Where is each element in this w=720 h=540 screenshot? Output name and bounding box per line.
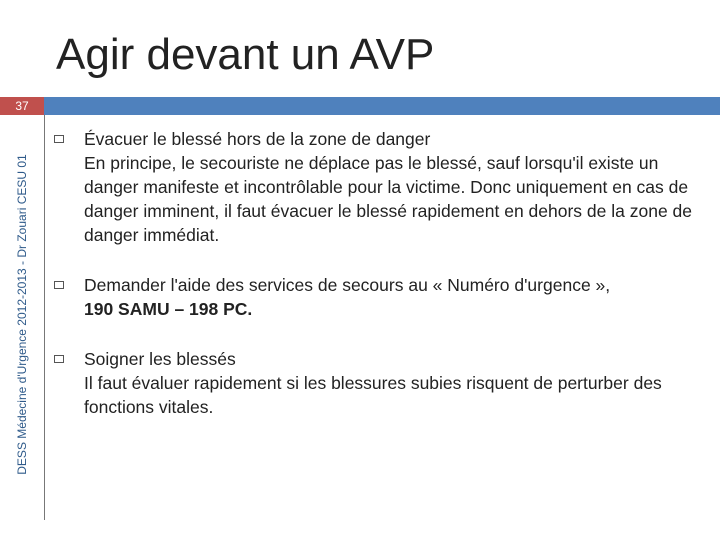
bullet-square-icon (54, 355, 64, 363)
bullet-body: 190 SAMU – 198 PC. (84, 299, 253, 319)
list-item (52, 273, 702, 321)
bullet-square-icon (54, 135, 64, 143)
bullet-body: En principe, le secouriste ne déplace pas le blessé, sauf lorsqu'il existe un danger manifeste et incontrôlable pour la victime. Donc uniquement en cas de danger imminent, il faut évacuer le blessé rapidement en dehors de la zone de danger immédiat. (84, 153, 693, 245)
side-footer-label: DESS Médecine d'Urgence 2012-2013 - Dr Zouari CESU 01 (15, 154, 29, 475)
bullet-square-icon (54, 281, 64, 289)
list-item (52, 127, 702, 247)
list-item (52, 347, 702, 419)
bullet-heading: Évacuer le blessé hors de la zone de danger (84, 129, 431, 149)
bullet-heading: Demander l'aide des services de secours au « Numéro d'urgence », (84, 275, 611, 295)
accent-bar (44, 97, 720, 115)
bullet-list (52, 127, 702, 419)
page-number-badge: 37 (0, 97, 44, 115)
bullet-body: Il faut évaluer rapidement si les blessures subies risquent de perturber des fonctions vitales. (84, 373, 662, 417)
slide-title: Agir devant un AVP (56, 30, 435, 79)
bullet-heading: Soigner les blessés (84, 349, 236, 369)
vertical-divider (44, 115, 45, 520)
